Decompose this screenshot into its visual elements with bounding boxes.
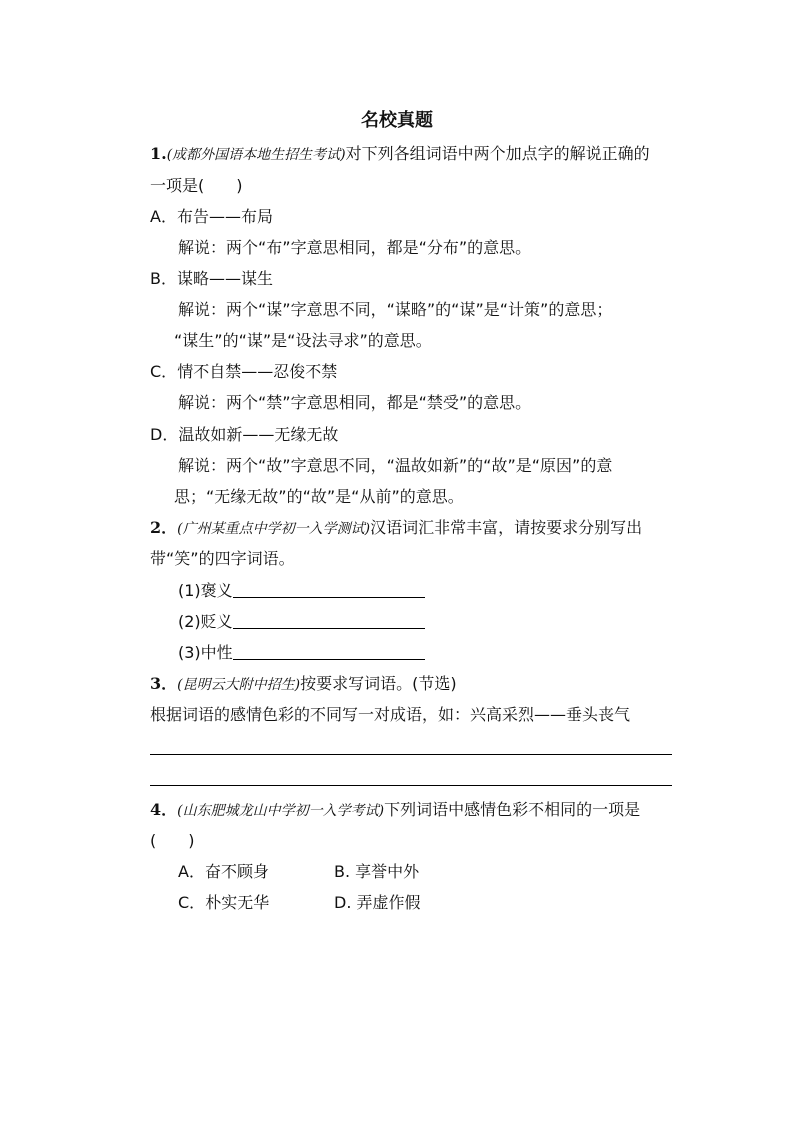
q1-stem-line-1 [150,143,650,166]
q1-option-d-label: D． [150,425,179,444]
q3-instruction: 根据词语的感情色彩的不同写一对成语，如：兴高采烈——垂头丧气 [150,705,631,724]
q2-item-2 [178,611,425,633]
q4-number: 4． [150,800,178,819]
q1-option-c [150,361,337,383]
q3-number: 3． [150,674,178,693]
q2-item-1 [178,580,425,602]
q4-stem-line-1 [150,799,640,822]
q4-source: (山东肥城龙山中学初一入学考试) [177,803,385,819]
q4-option-a-text: 奋不顾身 [204,862,269,881]
q2-item-2-answer-blank[interactable] [233,612,425,629]
q4-option-d-text: 弄虚作假 [356,893,421,912]
q1-option-b-label: B． [150,269,177,288]
q1-option-a [150,206,273,228]
q1-option-c-explanation: 解说：两个“禁”字意思相同，都是“禁受”的意思。 [178,393,532,412]
q2-stem-a: 汉语词汇非常丰富，请按要求分别写出 [370,518,643,537]
q2-source: (广州某重点中学初一入学测试) [177,521,371,537]
q1-option-b-explanation-2: “谋生”的“谋”是“设法寻求”的意思。 [174,331,432,350]
q4-option-a-label: A． [178,862,205,881]
q1-option-b-explanation-1: 解说：两个“谋”字意思不同，“谋略”的“谋”是“计策”的意思； [178,300,613,319]
q1-option-a-explanation: 解说：两个“布”字意思相同，都是“分布”的意思。 [178,238,532,257]
q2-item-3 [178,642,425,664]
q2-item-1-label: (1)褒义 [178,581,233,600]
q1-option-b-words: 谋略——谋生 [176,269,273,288]
q3-answer-line-1[interactable] [150,754,672,755]
q4-option-d [334,892,421,914]
q2-item-3-label: (3)中性 [178,643,233,662]
q1-option-d-words: 温故如新——无缘无故 [178,425,339,444]
q4-option-a [178,861,269,883]
q1-option-d [150,424,338,446]
q2-item-2-label: (2)贬义 [178,612,233,631]
q1-option-c-label: C． [150,362,178,381]
q3-source: (昆明云大附中招生) [177,677,301,693]
page-title: 名校真题 [361,110,433,131]
q1-stem-a: 对下列各组词语中两个加点字的解说正确的 [345,144,650,163]
q2-stem-b: 带“笑”的四字词语。 [150,549,295,568]
q1-option-d-explanation-2: 思；“无缘无故”的“故”是“从前”的意思。 [174,487,464,506]
q1-option-c-words: 情不自禁——忍俊不禁 [177,362,338,381]
q1-option-d-explanation-1: 解说：两个“故”字意思不同，“温故如新”的“故”是“原因”的意 [178,456,613,475]
q1-stem-b: 一项是( ) [150,176,243,195]
q1-number: 1. [150,144,167,163]
q1-source: (成都外国语本地生招生考试) [166,147,346,163]
q4-option-c-text: 朴实无华 [205,893,270,912]
q4-option-c [178,892,269,914]
q4-stem-b: ( ) [150,831,195,850]
q3-stem-line [150,673,457,696]
q3-stem: 按要求写词语。(节选) [300,674,457,693]
q4-option-d-label: D. [334,893,352,912]
q4-option-b-label: B. [334,862,351,881]
q4-option-b [334,861,419,883]
q4-stem-a: 下列词语中感情色彩不相同的一项是 [384,800,641,819]
q1-option-b [150,268,273,290]
q2-item-1-answer-blank[interactable] [233,581,425,598]
q4-option-b-text: 享誉中外 [355,862,420,881]
q2-item-3-answer-blank[interactable] [233,643,425,660]
q1-option-a-label: A． [150,207,177,226]
q2-number: 2． [150,518,178,537]
q4-option-c-label: C． [178,893,206,912]
q2-stem-line-1 [150,517,642,540]
q3-answer-line-2[interactable] [150,785,672,786]
q1-option-a-words: 布告——布局 [176,207,273,226]
